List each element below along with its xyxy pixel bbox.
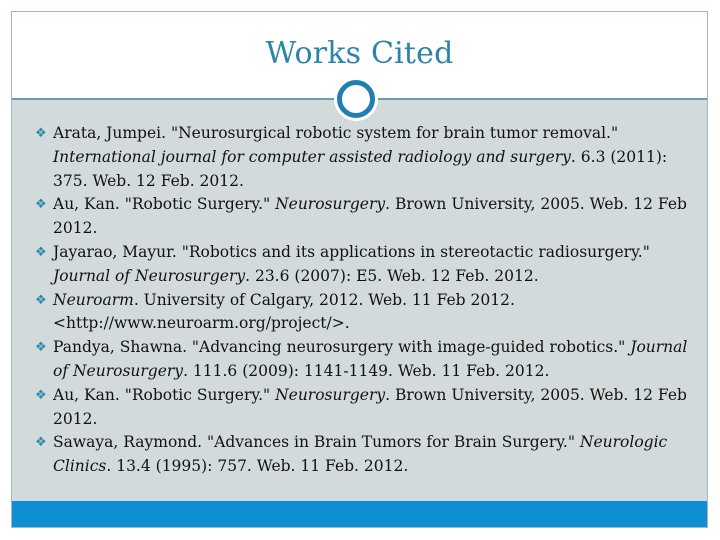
slide <box>11 11 708 528</box>
reference-details: . 111.6 (2009): 1141-1149. Web. 11 Feb. 2012. <box>183 361 550 380</box>
list-item <box>34 122 698 193</box>
reference-text: Au, Kan. "Robotic Surgery." <box>53 385 276 404</box>
open-book-bullet-icon: ❖ <box>35 244 47 260</box>
reference-source: Neuroarm <box>53 290 134 309</box>
open-book-bullet-icon: ❖ <box>35 387 47 403</box>
reference-details: . 23.6 (2007): E5. Web. 12 Feb. 2012. <box>245 266 539 285</box>
list-item <box>34 193 698 241</box>
reference-details: . 13.4 (1995): 757. Web. 11 Feb. 2012. <box>106 457 409 476</box>
references-list <box>34 122 698 479</box>
bottom-accent-bar <box>12 501 707 527</box>
reference-text: Sawaya, Raymond. "Advances in Brain Tumors for Brain Surgery." <box>53 433 580 452</box>
list-item <box>34 289 698 337</box>
reference-text: Au, Kan. "Robotic Surgery." <box>53 195 276 214</box>
open-book-bullet-icon: ❖ <box>35 340 47 356</box>
reference-source: Neurosurgery <box>275 195 386 214</box>
reference-text: Pandya, Shawna. "Advancing neurosurgery with image-guided robotics." <box>53 338 631 357</box>
circle-ring-icon <box>337 80 375 118</box>
open-book-bullet-icon: ❖ <box>35 292 47 308</box>
list-item <box>34 431 698 479</box>
open-book-bullet-icon: ❖ <box>35 197 47 213</box>
open-book-bullet-icon: ❖ <box>35 435 47 451</box>
open-book-bullet-icon: ❖ <box>35 126 47 141</box>
reference-details: . Brown University, 2005. Web. 12 Feb 2012. <box>53 195 687 238</box>
page-title: Works Cited <box>265 36 454 71</box>
list-item <box>34 336 698 384</box>
reference-source: Journal of Neurosurgery <box>53 266 246 285</box>
reference-text: Arata, Jumpei. "Neurosurgical robotic system for brain tumor removal." <box>53 124 619 142</box>
list-item <box>34 384 698 432</box>
reference-text: Jayarao, Mayur. "Robotics and its applications in stereotactic radiosurgery." <box>53 242 650 261</box>
reference-source: Journal of Neurosurgery <box>53 338 688 380</box>
reference-source: International journal for computer assisted radiology and surgery <box>53 147 571 166</box>
list-item <box>34 241 698 289</box>
reference-details: . University of Calgary, 2012. Web. 11 Feb 2012. <http://www.neuroarm.org/project/>. <box>53 290 515 333</box>
reference-source: Neurosurgery <box>275 385 386 404</box>
reference-source: Neurologic Clinics <box>53 433 668 476</box>
reference-details: . 6.3 (2011): 375. Web. 12 Feb. 2012. <box>53 147 668 190</box>
reference-details: . Brown University, 2005. Web. 12 Feb 2012. <box>53 385 687 428</box>
